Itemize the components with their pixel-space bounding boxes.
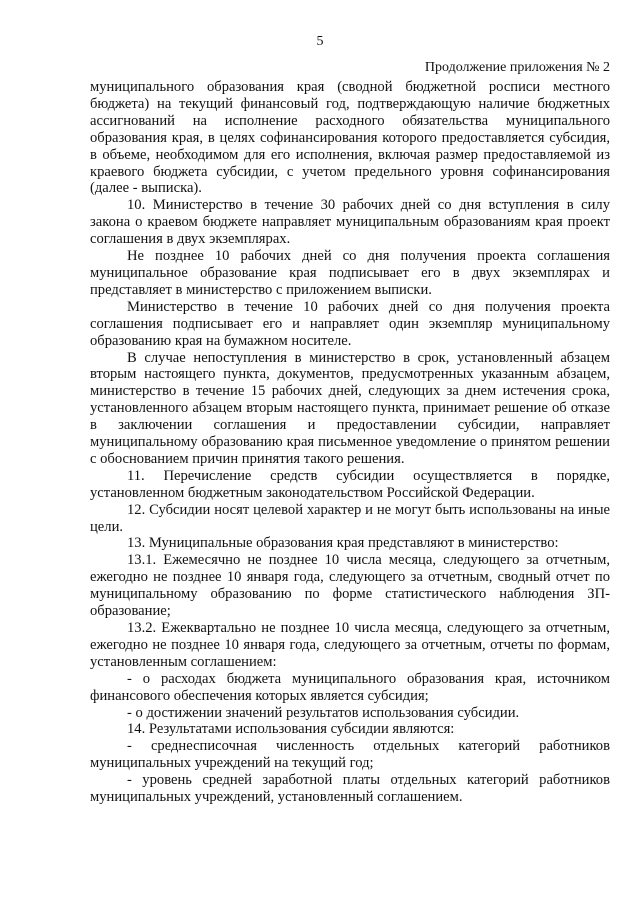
paragraph-item-13-1: 13.1. Ежемесячно не позднее 10 числа месяца, следующего за отчетным, ежегодно не позднее 10 января года, следующего за отчетным, сводный отчет по муниципальному образованию по форме статистического наблюдения ЗП-образование; [90,552,610,620]
list-item-headcount: - среднесписочная численность отдельных категорий работников муниципальных учреждений на текущий год; [90,738,610,772]
paragraph-item-13: 13. Муниципальные образования края представляют в министерство: [127,535,559,552]
paragraph-item-10: 10. Министерство в течение 30 рабочих дней со дня вступления в силу закона о краевом бюджете направляет муниципальным образованиям края проект соглашения в двух экземплярах. [90,197,610,248]
paragraph-signing-deadline: Не позднее 10 рабочих дней со дня получения проекта соглашения муниципальное образование края подписывает его в двух экземплярах и представляет в министерство с приложением выписки. [90,248,610,298]
paragraph-refusal: В случае непоступления в министерство в срок, установленный абзацем вторым настоящего пункта, документов, предусмотренных указанным абзацем, министерство в течение 15 рабочих дней, следующих за днем истечения срока, установленного абзацем вторым настоящего пункта, принимает решение об отказе в заключении соглашения и предоставлении субсидии, направляет муниципальному образованию края письменное уведомление о принятом решении с обоснованием причин принятия такого решения. [90,349,610,467]
paragraph-item-11: 11. Перечисление средств субсидии осуществляется в порядке, установленном бюджетным законодательством Российской Федерации. [90,467,610,501]
list-item-expenses-report: - о расходах бюджета муниципального образования края, источником финансового обеспечения которых является субсидия; [90,670,610,704]
document-body [90,79,610,806]
paragraph-item-13-2: 13.2. Ежеквартально не позднее 10 числа месяца, следующего за отчетным, ежегодно не позднее 10 января года, следующего за отчетным, отчеты по формам, установленным соглашением: [90,620,610,670]
paragraph-item-14: 14. Результатами использования субсидии являются: [127,721,455,738]
list-item-salary-level: - уровень средней заработной платы отдельных категорий работников муниципальных учреждений, установленный соглашением. [90,772,610,806]
list-item-results-report: - о достижении значений результатов использования субсидии. [127,704,520,721]
paragraph-item-12: 12. Субсидии носят целевой характер и не могут быть использованы на иные цели. [90,501,610,535]
paragraph-continuation: муниципального образования края (сводной бюджетной росписи местного бюджета) на текущий финансовый год, подтверждающую наличие бюджетных ассигнований на исполнение расходного обязательства муниципального образования края, в целях софинансирования которого предоставляется субсидия, в объеме, необходимом для его исполнения, включая размер предоставляемой из краевого бюджета субсидии, с учетом предельного уровня софинансирования (далее - выписка). [90,79,610,197]
page-number: 5 [316,34,324,49]
appendix-continuation-note: Продолжение приложения № 2 [424,60,610,75]
paragraph-ministry-signing: Министерство в течение 10 рабочих дней со дня получения проекта соглашения подписывает его и направляет один экземпляр муниципальному образованию края на бумажном носителе. [90,298,610,349]
